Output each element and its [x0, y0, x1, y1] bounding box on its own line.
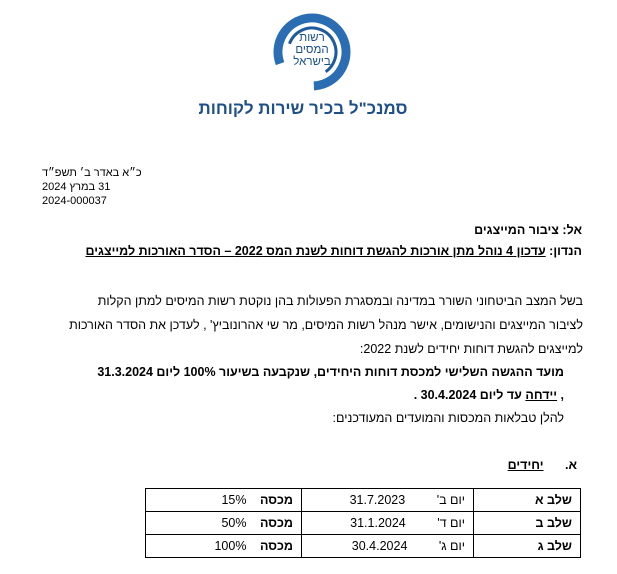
- quota-label: מכסה: [259, 516, 293, 530]
- subject-label: הנדון:: [549, 244, 582, 258]
- gregorian-date: 31 במרץ 2024: [42, 181, 111, 193]
- body-line-1: בשל המצב הביטחוני השורר במדינה ובמסגרת הפעולות בהן נוקטת רשות המיסים למתן הקלות: [97, 294, 583, 308]
- date-cell: [302, 512, 474, 535]
- table-row: [146, 535, 581, 558]
- bold-notice-prefix: ,: [557, 388, 564, 402]
- addressee: [474, 224, 582, 237]
- bold-notice-line-1: מועד ההגשה השלישי למכסת דוחות היחידים, שנקבעה בשיעור 100% ליום 31.3.2024: [97, 365, 564, 379]
- subject-line: [85, 245, 582, 258]
- quota-cell: [146, 489, 302, 512]
- subject-text: עדכון 4 נוהל מתן אורכות להגשת דוחות לשנת המס 2022 – הסדר האורכות למייצגים: [85, 244, 546, 258]
- logo-text-line1: רשות: [299, 32, 325, 44]
- day-label: יום ד': [437, 516, 465, 530]
- table-row: [146, 512, 581, 535]
- hebrew-date: כ״א באדר ב׳ תשפ״ד: [42, 167, 142, 179]
- day-label: יום ב': [436, 493, 465, 507]
- to-recipient: ציבור המייצגים: [474, 223, 559, 237]
- department-title: סמנכ"ל בכיר שירות לקוחות: [198, 99, 408, 118]
- date-value: 30.4.2024: [351, 539, 408, 553]
- section-a-heading: [508, 459, 577, 472]
- quota-cell: [146, 535, 302, 558]
- reference-number: 2024-000037: [42, 195, 107, 207]
- date-cell: [302, 535, 474, 558]
- date-value: 31.7.2023: [349, 493, 406, 507]
- stage-cell: שלב ב: [474, 512, 581, 535]
- quota-label: מכסה: [259, 539, 293, 553]
- logo-text-line2: המסים: [295, 44, 329, 56]
- bold-notice-suffix: עד ליום 30.4.2024 .: [413, 388, 526, 402]
- stage-cell: שלב ג: [474, 535, 581, 558]
- quota-label: מכסה: [259, 493, 293, 507]
- quota-value: 15%: [221, 493, 247, 507]
- section-a-letter: א.: [565, 458, 577, 472]
- postponed-word: יידחה: [525, 388, 558, 402]
- day-label: יום ג': [438, 539, 465, 553]
- body-line-2: לציבור המייצגים והנישומים, אישר מנהל רשות המיסים, מר שי אהרונוביץ' , לעדכן את הסדר האורכות: [69, 318, 583, 332]
- quota-value: 100%: [214, 539, 247, 553]
- section-a-title: יחידים: [507, 458, 544, 472]
- bold-notice-line-2: [414, 389, 564, 402]
- stages-table: [145, 488, 581, 558]
- date-cell: [302, 489, 474, 512]
- logo-text-line3: בישראל: [293, 56, 331, 68]
- date-value: 31.1.2024: [350, 516, 406, 530]
- stage-cell: שלב א: [474, 489, 581, 512]
- quota-cell: [146, 512, 302, 535]
- table-intro: להלן טבלאות המכסות והמועדים המעודכנים:: [332, 411, 564, 425]
- body-line-3: למייצגים להגשת דוחות יחידים לשנת 2022:: [359, 342, 583, 356]
- to-label: אל:: [562, 223, 582, 237]
- table-row: [146, 489, 581, 512]
- quota-value: 50%: [221, 516, 247, 530]
